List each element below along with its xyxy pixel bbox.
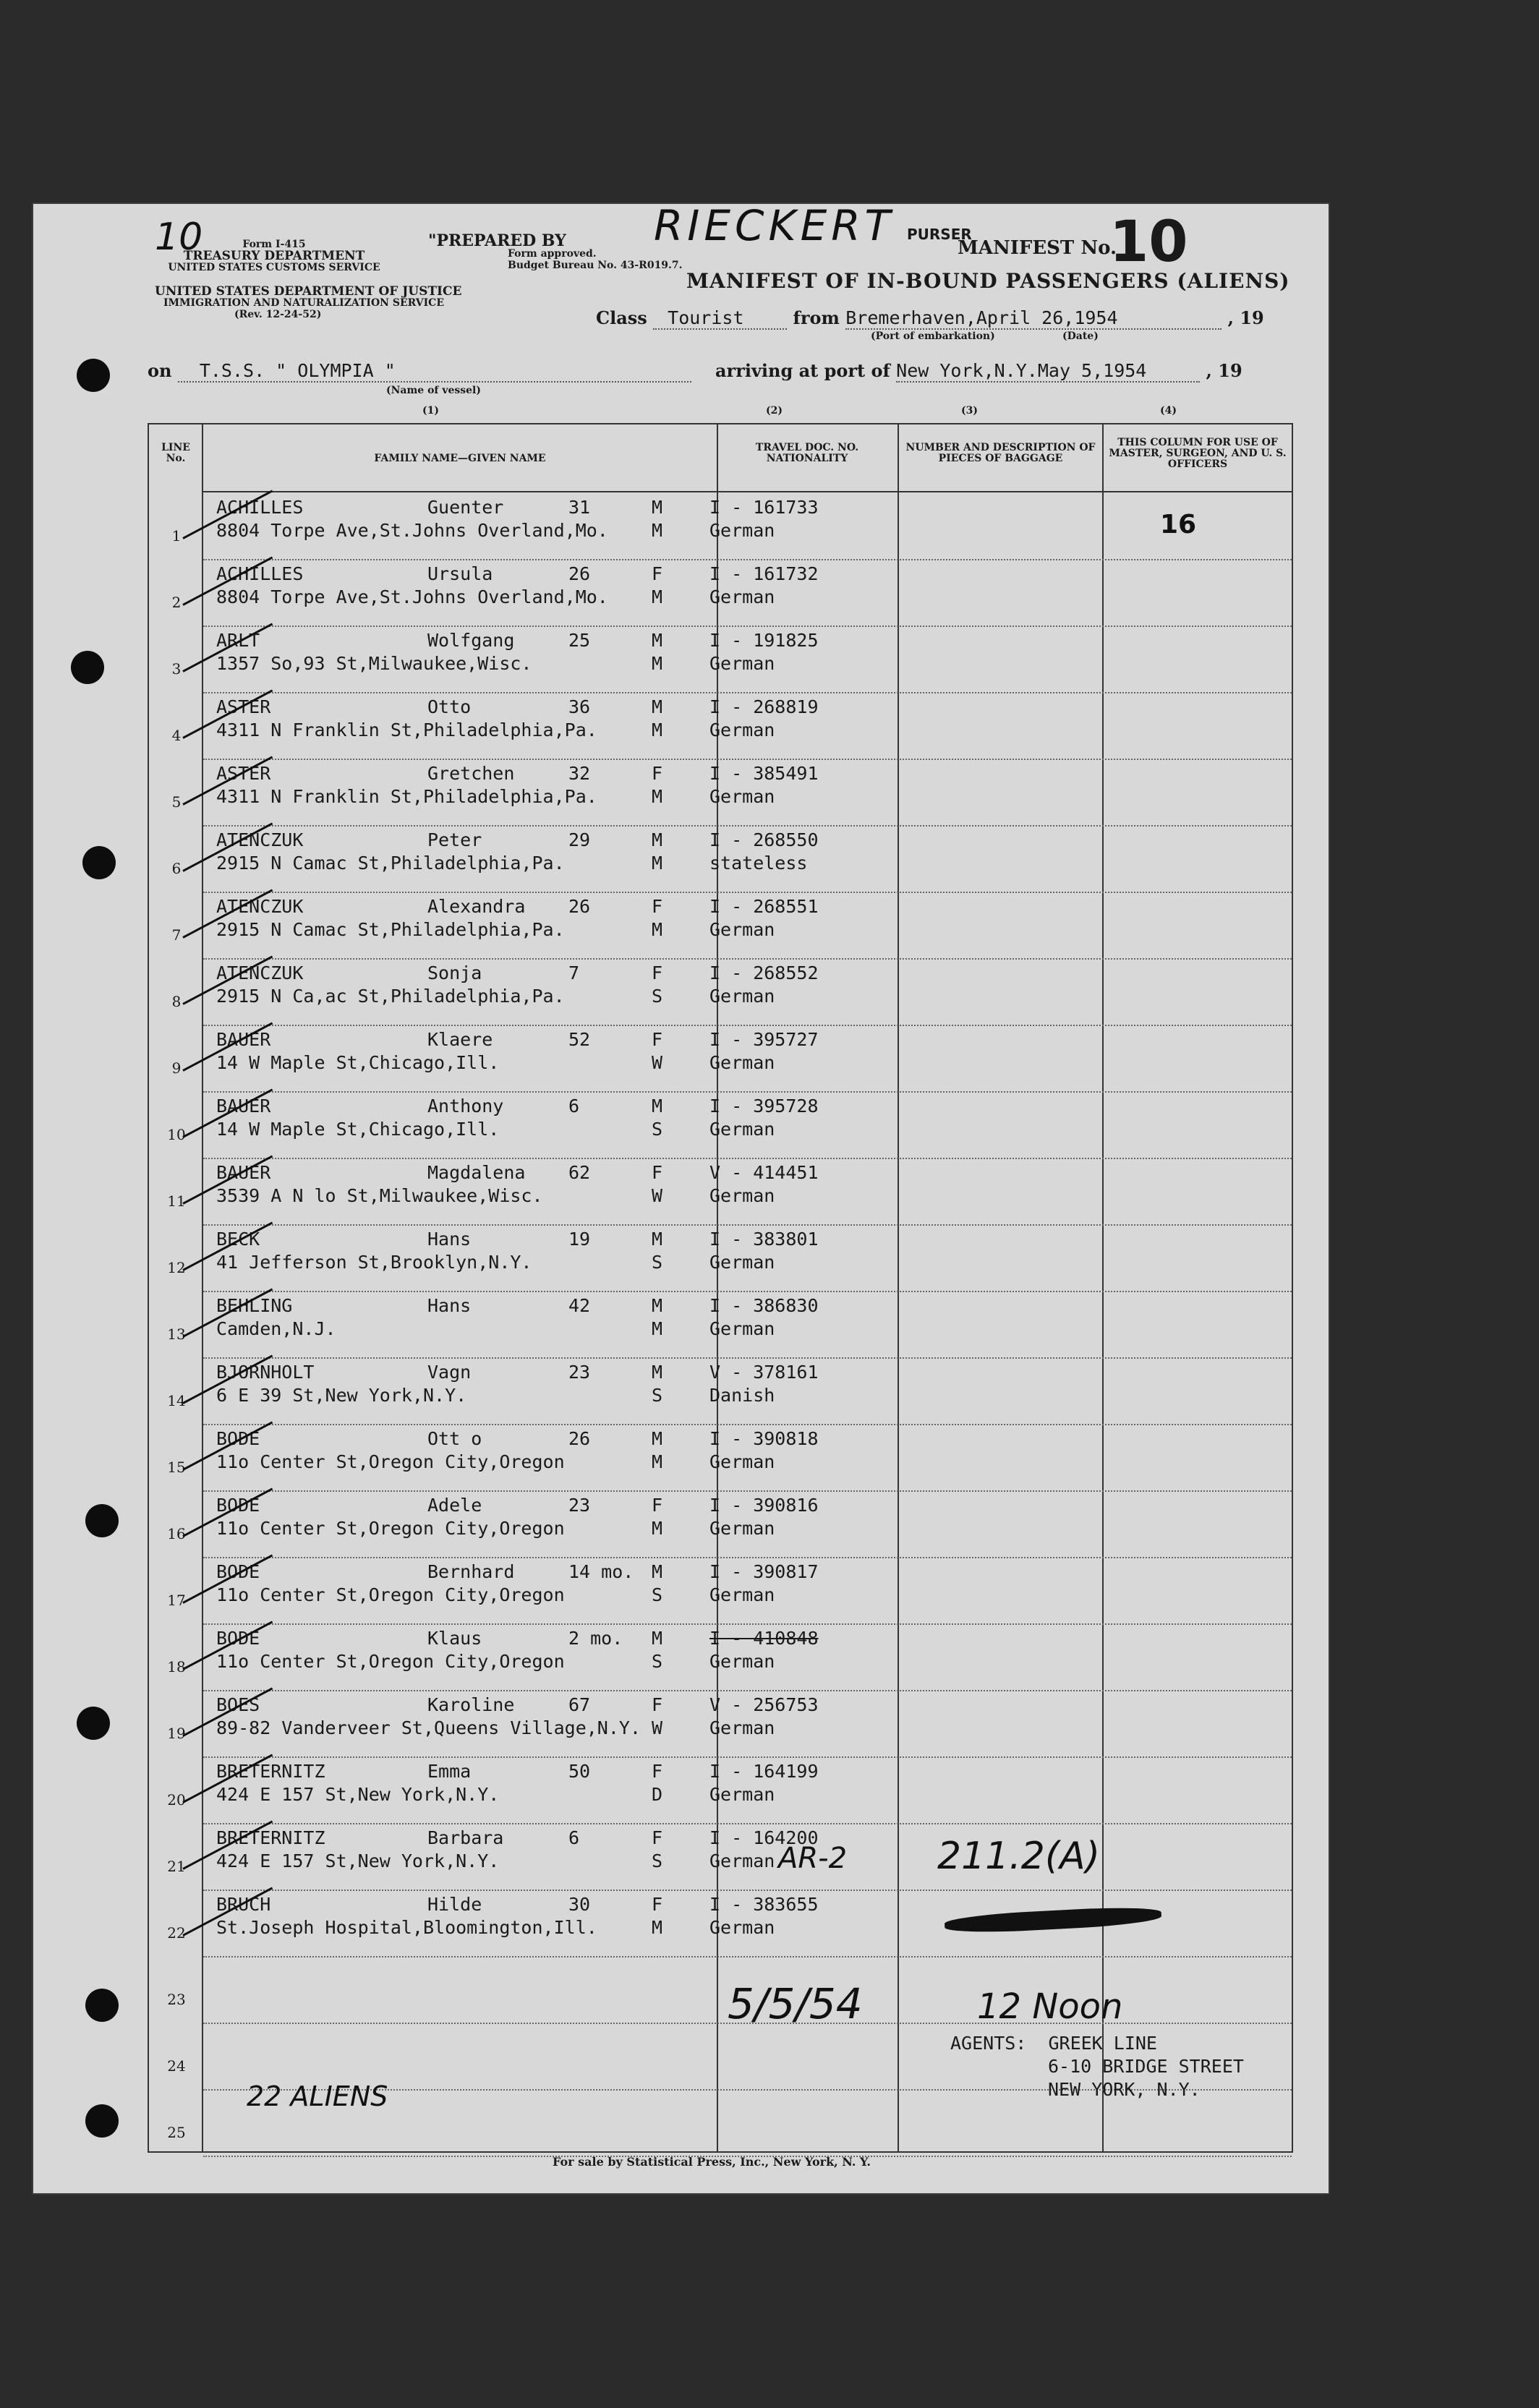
vessel-row: on T.S.S. " OLYMPIA "	[148, 360, 691, 383]
nationality: German	[709, 1584, 775, 1605]
sex: F	[652, 1761, 663, 1782]
travel-doc-number: I - 161732	[709, 563, 819, 584]
marital-status: D	[652, 1784, 663, 1805]
col-num-3: (3)	[961, 405, 978, 417]
travel-doc-number: I - 268550	[709, 829, 819, 850]
purser-label: PURSER	[907, 226, 972, 243]
immigration-service: IMMIGRATION AND NATURALIZATION SERVICE	[163, 297, 444, 309]
sex: M	[652, 1561, 663, 1582]
agents-block: AGENTS: GREEK LINE 6-10 BRIDGE STREET NEW YORK, N.Y.	[950, 2033, 1244, 2100]
table-row	[171, 1025, 1292, 1093]
table-row	[171, 892, 1292, 960]
age: 14 mo.	[568, 1561, 634, 1582]
age: 2 mo.	[568, 1628, 623, 1649]
embark-port-value: Bremerhaven,April 26,1954	[845, 307, 1222, 330]
form-approved: Form approved. Budget Bureau No. 43-R019.7.	[508, 248, 683, 271]
nationality: German	[709, 1185, 775, 1206]
family-name: ARLT	[216, 630, 260, 651]
address: 11o Center St,Oregon City,Oregon	[216, 1518, 565, 1539]
family-name: BODE	[216, 1428, 260, 1449]
table-row	[171, 492, 1292, 560]
age: 29	[568, 829, 591, 850]
travel-doc-number: V - 414451	[709, 1162, 819, 1183]
given-name: Ursula	[427, 563, 493, 584]
address: 4311 N Franklin St,Philadelphia,Pa.	[216, 720, 597, 740]
col-name: FAMILY NAME—GIVEN NAME	[374, 453, 546, 464]
line-number: 21	[167, 1858, 186, 1875]
age: 25	[568, 630, 591, 651]
binder-hole	[82, 846, 116, 879]
nationality: German	[709, 720, 775, 740]
marital-status: M	[652, 520, 663, 541]
nationality: German	[709, 1318, 775, 1339]
sex: M	[652, 630, 663, 651]
address: 2915 N Ca,ac St,Philadelphia,Pa.	[216, 986, 565, 1007]
sex: F	[652, 1495, 663, 1516]
line-number: 9	[171, 1059, 182, 1077]
address: 6 E 39 St,New York,N.Y.	[216, 1385, 467, 1406]
nationality: German	[709, 1052, 775, 1073]
col-num-1: (1)	[422, 405, 439, 417]
nationality: German	[709, 653, 775, 674]
sex: F	[652, 763, 663, 784]
binder-hole	[77, 359, 110, 392]
vessel-name: T.S.S. " OLYMPIA "	[178, 360, 691, 383]
given-name: Klaus	[427, 1628, 482, 1649]
table-row	[171, 626, 1292, 693]
marital-status: W	[652, 1717, 663, 1738]
given-name: Sonja	[427, 962, 482, 983]
travel-doc-number: I - 395728	[709, 1096, 819, 1117]
travel-doc-number: I - 385491	[709, 763, 819, 784]
travel-doc-number: I - 161733	[709, 497, 819, 518]
address: 4311 N Franklin St,Philadelphia,Pa.	[216, 786, 597, 807]
given-name: Emma	[427, 1761, 472, 1782]
officer-note: 16	[1160, 510, 1197, 539]
marital-status: S	[652, 986, 663, 1007]
age: 23	[568, 1362, 591, 1383]
family-name: ACHILLES	[216, 563, 304, 584]
marital-status: W	[652, 1052, 663, 1073]
age: 23	[568, 1495, 591, 1516]
marital-status: S	[652, 1651, 663, 1672]
justice-header	[155, 286, 516, 320]
sex: F	[652, 1162, 663, 1183]
address: 2915 N Camac St,Philadelphia,Pa.	[216, 919, 565, 940]
line-number: 20	[167, 1791, 186, 1809]
marital-status: M	[652, 786, 663, 807]
col-officers: THIS COLUMN FOR USE OF MASTER, SURGEON, AND U. S. OFFICERS	[1109, 437, 1287, 470]
travel-doc-number: V - 378161	[709, 1362, 819, 1383]
line-number: 1	[171, 527, 182, 545]
address: 11o Center St,Oregon City,Oregon	[216, 1451, 565, 1472]
footer-printer: For sale by Statistical Press, Inc., New York, N. Y.	[553, 2155, 871, 2169]
family-name: BRUCH	[216, 1894, 271, 1915]
line-number: 25	[167, 2124, 186, 2141]
sex: M	[652, 1229, 663, 1250]
col-num-4: (4)	[1160, 405, 1177, 417]
table-row	[171, 825, 1292, 893]
marital-status: M	[652, 1917, 663, 1938]
nationality: German	[709, 986, 775, 1007]
age: 26	[568, 1428, 591, 1449]
family-name: ATENCZUK	[216, 829, 304, 850]
table-row	[167, 1823, 1292, 1891]
family-name: ATENCZUK	[216, 962, 304, 983]
given-name: Barbara	[427, 1827, 504, 1848]
address: 424 E 157 St,New York,N.Y.	[216, 1784, 500, 1805]
given-name: Hans	[427, 1229, 472, 1250]
travel-doc-number: I - 164200	[709, 1827, 819, 1848]
nationality: German	[709, 1518, 775, 1539]
line-number: 16	[167, 1525, 186, 1542]
line-number: 13	[167, 1325, 186, 1343]
line-number: 17	[167, 1592, 186, 1609]
nationality: German	[709, 1917, 775, 1938]
line-number: 7	[171, 926, 182, 944]
marital-status: M	[652, 919, 663, 940]
family-name: BAUER	[216, 1029, 271, 1050]
passenger-table	[148, 423, 1293, 2153]
given-name: Hans	[427, 1295, 472, 1316]
address: St.Joseph Hospital,Bloomington,Ill.	[216, 1917, 597, 1938]
binder-hole	[77, 1707, 110, 1740]
nationality: German	[709, 1119, 775, 1140]
age: 67	[568, 1694, 591, 1715]
nationality: German	[709, 1717, 775, 1738]
line-number: 22	[167, 1924, 186, 1942]
family-name: BRETERNITZ	[216, 1761, 325, 1782]
port-embark-caption: (Port of embarkation)	[871, 330, 995, 342]
ar2-note: AR-2	[778, 1842, 848, 1875]
sex: F	[652, 563, 663, 584]
marital-status: M	[652, 586, 663, 607]
table-row	[171, 958, 1292, 1026]
arrival-row: arriving at port of New York,N.Y.May 5,1954 , 19	[715, 360, 1242, 381]
given-name: Otto	[427, 696, 472, 717]
line-number: 6	[171, 860, 182, 877]
address: 3539 A N lo St,Milwaukee,Wisc.	[216, 1185, 543, 1206]
line-number: 12	[167, 1259, 186, 1276]
travel-doc-number: I - 268551	[709, 896, 819, 917]
marital-status: S	[652, 1584, 663, 1605]
sex: M	[652, 1628, 663, 1649]
sex: F	[652, 1827, 663, 1848]
age: 36	[568, 696, 591, 717]
travel-doc-number: I - 164199	[709, 1761, 819, 1782]
code-211-note: 211.2(A)	[937, 1835, 1101, 1878]
address: 89-82 Vanderveer St,Queens Village,N.Y.	[216, 1717, 641, 1738]
marital-status: M	[652, 1318, 663, 1339]
family-name: BRETERNITZ	[216, 1827, 325, 1848]
given-name: Guenter	[427, 497, 504, 518]
prepared-by-label: "PREPARED BY	[428, 231, 566, 250]
age: 26	[568, 896, 591, 917]
age: 30	[568, 1894, 591, 1915]
address: 2915 N Camac St,Philadelphia,Pa.	[216, 853, 565, 874]
table-row	[171, 759, 1292, 827]
given-name: Magdalena	[427, 1162, 526, 1183]
form-revision: (Rev. 12-24-52)	[234, 309, 322, 320]
sex: M	[652, 497, 663, 518]
address: 424 E 157 St,New York,N.Y.	[216, 1850, 500, 1871]
date-caption: (Date)	[1062, 330, 1099, 342]
age: 50	[568, 1761, 591, 1782]
nationality: German	[709, 1252, 775, 1273]
nationality: German	[709, 1850, 775, 1871]
table-row	[167, 1424, 1292, 1492]
marital-status: S	[652, 1252, 663, 1273]
line-number: 19	[167, 1725, 186, 1742]
table-row	[167, 1623, 1292, 1691]
address: 11o Center St,Oregon City,Oregon	[216, 1584, 565, 1605]
given-name: Hilde	[427, 1894, 482, 1915]
family-name: BODE	[216, 1561, 260, 1582]
nationality: German	[709, 1651, 775, 1672]
sex: F	[652, 896, 663, 917]
line-number: 3	[171, 660, 182, 678]
nationality: Danish	[709, 1385, 775, 1406]
marital-status: W	[652, 1185, 663, 1206]
table-row	[167, 1756, 1292, 1824]
aliens-count-note: 22 ALIENS	[247, 2080, 388, 2112]
sex: F	[652, 1694, 663, 1715]
line-number: 14	[167, 1392, 186, 1409]
marital-status: M	[652, 1451, 663, 1472]
customs-service: UNITED STATES CUSTOMS SERVICE	[168, 262, 380, 273]
arrival-port-value: New York,N.Y.May 5,1954	[896, 360, 1200, 383]
travel-doc-number: I - 268819	[709, 696, 819, 717]
sex: F	[652, 1029, 663, 1050]
travel-doc-number: I - 386830	[709, 1295, 819, 1316]
manifest-title: MANIFEST OF IN-BOUND PASSENGERS (ALIENS)	[686, 269, 1290, 293]
binder-hole	[71, 651, 104, 684]
family-name: ATENCZUK	[216, 896, 304, 917]
table-row	[167, 1291, 1292, 1359]
date-stamp-note: 5/5/54	[728, 1979, 863, 2028]
address: 14 W Maple St,Chicago,Ill.	[216, 1052, 500, 1073]
age: 31	[568, 497, 591, 518]
table-row	[167, 1224, 1292, 1292]
travel-doc-number: I - 395727	[709, 1029, 819, 1050]
binder-hole	[85, 1989, 119, 2022]
corner-note: 10	[155, 215, 203, 259]
age: 7	[568, 962, 580, 983]
manifest-sheet	[32, 202, 1330, 2195]
marital-status: M	[652, 653, 663, 674]
travel-doc-number: I - 383655	[709, 1894, 819, 1915]
col-line-no: LINE No.	[161, 442, 190, 464]
table-row	[171, 692, 1292, 760]
sex: M	[652, 1295, 663, 1316]
sex: M	[652, 829, 663, 850]
nationality: German	[709, 586, 775, 607]
vessel-caption: (Name of vessel)	[386, 385, 481, 396]
travel-doc-number: I - 410848	[709, 1628, 819, 1649]
line-number: 5	[171, 793, 182, 811]
nationality: German	[709, 1784, 775, 1805]
class-row: Class Tourist from Bremerhaven,April 26,1954 , 19	[596, 307, 1264, 328]
nationality: stateless	[709, 853, 808, 874]
nationality: German	[709, 520, 775, 541]
address: 14 W Maple St,Chicago,Ill.	[216, 1119, 500, 1140]
sex: M	[652, 1428, 663, 1449]
given-name: Alexandra	[427, 896, 526, 917]
age: 6	[568, 1827, 580, 1848]
age: 6	[568, 1096, 580, 1117]
age: 52	[568, 1029, 591, 1050]
family-name: ASTER	[216, 763, 271, 784]
line-number: 8	[171, 993, 182, 1010]
line-number: 23	[167, 1991, 186, 2008]
sex: M	[652, 696, 663, 717]
table-row	[167, 1690, 1292, 1758]
table-row	[171, 559, 1292, 627]
given-name: Bernhard	[427, 1561, 515, 1582]
address: Camden,N.J.	[216, 1318, 336, 1339]
manifest-number: 10	[1109, 210, 1188, 275]
binder-hole	[85, 2104, 119, 2138]
given-name: Karoline	[427, 1694, 515, 1715]
address: 1357 So,93 St,Milwaukee,Wisc.	[216, 653, 532, 674]
travel-doc-number: I - 390817	[709, 1561, 819, 1582]
sex: F	[652, 1894, 663, 1915]
family-name: BAUER	[216, 1096, 271, 1117]
line-number: 24	[167, 2057, 186, 2075]
given-name: Wolfgang	[427, 630, 515, 651]
family-name: BODE	[216, 1495, 260, 1516]
marital-status: M	[652, 1518, 663, 1539]
table-row	[167, 1557, 1292, 1625]
family-name: BJORNHOLT	[216, 1362, 315, 1383]
sex: M	[652, 1362, 663, 1383]
justice-dept: UNITED STATES DEPARTMENT OF JUSTICE	[155, 284, 462, 299]
address: 8804 Torpe Ave,St.Johns Overland,Mo.	[216, 520, 608, 541]
given-name: Peter	[427, 829, 482, 850]
nationality: German	[709, 919, 775, 940]
binder-hole	[85, 1504, 119, 1537]
family-name: BAUER	[216, 1162, 271, 1183]
form-number: Form I-415	[242, 239, 306, 250]
line-number: 15	[167, 1459, 186, 1476]
col-travel-doc: TRAVEL DOC. NO. NATIONALITY	[755, 442, 859, 464]
family-name: ASTER	[216, 696, 271, 717]
marital-status: M	[652, 853, 663, 874]
family-name: ACHILLES	[216, 497, 304, 518]
given-name: Vagn	[427, 1362, 472, 1383]
given-name: Ott o	[427, 1428, 482, 1449]
manifest-number-label: MANIFEST No.	[958, 237, 1117, 259]
table-row	[167, 1357, 1292, 1425]
age: 32	[568, 763, 591, 784]
nationality: German	[709, 786, 775, 807]
line-number: 11	[167, 1192, 186, 1210]
address: 41 Jefferson St,Brooklyn,N.Y.	[216, 1252, 532, 1273]
family-name: BECK	[216, 1229, 260, 1250]
address: 11o Center St,Oregon City,Oregon	[216, 1651, 565, 1672]
travel-doc-number: I - 390816	[709, 1495, 819, 1516]
age: 42	[568, 1295, 591, 1316]
line-number: 18	[167, 1658, 186, 1675]
address: 8804 Torpe Ave,St.Johns Overland,Mo.	[216, 586, 608, 607]
table-row	[167, 1490, 1292, 1558]
marital-status: S	[652, 1850, 663, 1871]
age: 62	[568, 1162, 591, 1183]
sex: M	[652, 1096, 663, 1117]
line-number: 2	[171, 594, 182, 611]
table-row	[167, 1158, 1292, 1226]
marital-status: S	[652, 1119, 663, 1140]
family-name: BOES	[216, 1694, 260, 1715]
travel-doc-number: I - 390818	[709, 1428, 819, 1449]
given-name: Klaere	[427, 1029, 493, 1050]
given-name: Anthony	[427, 1096, 504, 1117]
sex: F	[652, 962, 663, 983]
family-name: BODE	[216, 1628, 260, 1649]
col-num-2: (2)	[766, 405, 783, 417]
noon-note: 12 Noon	[977, 1986, 1123, 2027]
line-number: 4	[171, 727, 182, 744]
age: 26	[568, 563, 591, 584]
travel-doc-number: I - 383801	[709, 1229, 819, 1250]
marital-status: S	[652, 1385, 663, 1406]
treasury-dept: TREASURY DEPARTMENT	[183, 249, 365, 263]
marital-status: M	[652, 720, 663, 740]
given-name: Gretchen	[427, 763, 515, 784]
col-baggage: NUMBER AND DESCRIPTION OF PIECES OF BAGGAGE	[905, 442, 1096, 464]
line-number: 10	[167, 1126, 186, 1143]
travel-doc-number: V - 256753	[709, 1694, 819, 1715]
purser-signature: RIECKERT	[654, 201, 895, 250]
age: 19	[568, 1229, 591, 1250]
form-header-left	[155, 239, 393, 273]
nationality: German	[709, 1451, 775, 1472]
table-row	[167, 1091, 1292, 1159]
travel-doc-number: I - 268552	[709, 962, 819, 983]
given-name: Adele	[427, 1495, 482, 1516]
class-value: Tourist	[653, 307, 787, 330]
travel-doc-number: I - 191825	[709, 630, 819, 651]
family-name: BEHLING	[216, 1295, 293, 1316]
